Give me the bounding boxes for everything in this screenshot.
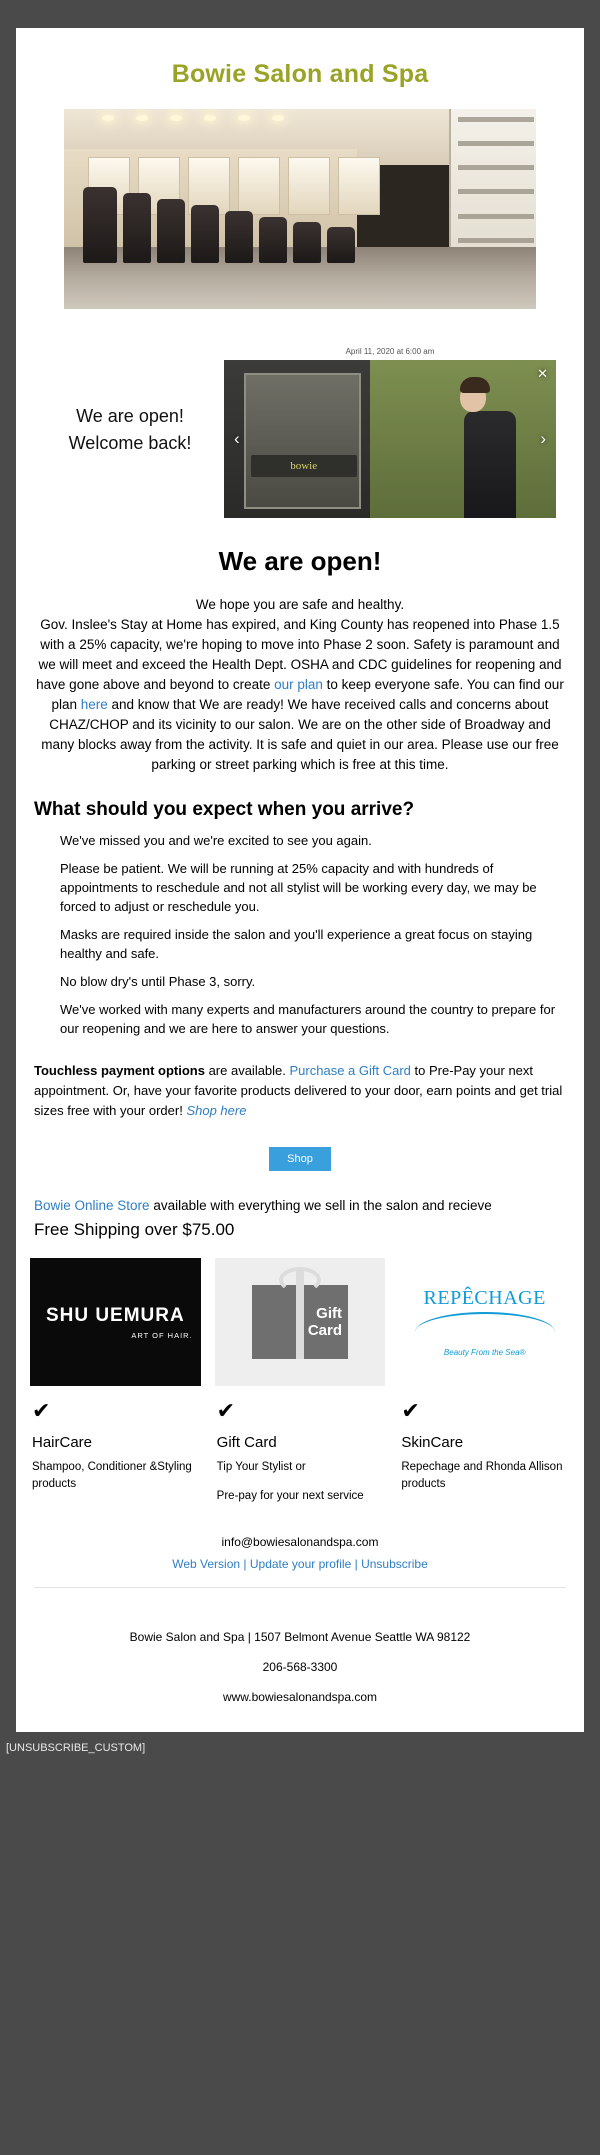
footer-website: www.bowiesalonandspa.com bbox=[222, 1690, 378, 1704]
bowie-online-store-link[interactable]: Bowie Online Store bbox=[34, 1198, 150, 1213]
online-store-line bbox=[16, 1181, 584, 1216]
unsubscribe-link[interactable]: Unsubscribe bbox=[361, 1557, 428, 1571]
product-description-line-2: Pre-pay for your next service bbox=[216, 1490, 364, 1502]
page-title: Bowie Salon and Spa bbox=[171, 60, 429, 88]
touchless-text-a: are available. bbox=[204, 1063, 290, 1078]
product-description-line-1: Tip Your Stylist or bbox=[216, 1461, 306, 1473]
intro-paragraph bbox=[16, 595, 584, 775]
check-icon: ✔ bbox=[32, 1398, 51, 1423]
expect-heading: What should you expect when you arrive? bbox=[34, 799, 415, 820]
photo-next-icon[interactable]: › bbox=[540, 429, 546, 448]
open-line-2: Welcome back! bbox=[68, 433, 192, 453]
main-heading: We are open! bbox=[218, 546, 382, 576]
shop-button-container bbox=[16, 1121, 584, 1181]
salon-entrance-photo bbox=[224, 360, 556, 518]
intro-line-1: We hope you are safe and healthy. bbox=[195, 597, 405, 612]
photo-prev-icon[interactable]: ‹ bbox=[234, 429, 240, 448]
gift-card-line-1: Gift bbox=[316, 1305, 342, 1322]
product-title: HairCare bbox=[32, 1434, 93, 1451]
list-item: No blow dry's until Phase 3, sorry. bbox=[60, 974, 256, 989]
unsubscribe-custom-tag: [UNSUBSCRIBE_CUSTOM] bbox=[6, 1742, 146, 1754]
product-column-haircare bbox=[30, 1258, 201, 1505]
product-title: Gift Card bbox=[216, 1434, 277, 1451]
intro-text-a: Gov. Inslee's Stay at Home has expired, and King County has reopened into Phase 1.5 with a 25% capacity, we're hoping to move into Phase 2 soon. Safety is paramount and we will meet and exceed the Health Dept. OSHA and CDC guidelines for reopening and have gone above and beyond to create bbox=[36, 617, 562, 692]
gift-box-graphic bbox=[252, 1285, 348, 1359]
intro-text-c: and know that We are ready! We have received calls and concerns about CHAZ/CHOP and its vicinity to our salon. We are on the other side of Broadway and many blocks away from the activity. It is safe and quiet in our area. Please use our free parking or street parking which is free at this time. bbox=[41, 697, 559, 772]
close-icon[interactable]: ✕ bbox=[537, 366, 548, 381]
open-line-1: We are open! bbox=[76, 406, 184, 426]
footer-address: Bowie Salon and Spa | 1507 Belmont Avenue Seattle WA 98122 bbox=[129, 1630, 471, 1644]
product-column-giftcard bbox=[215, 1258, 386, 1505]
list-item: We've worked with many experts and manufacturers around the country to prepare for our reopening and we are here to answer your questions. bbox=[60, 1002, 556, 1036]
repechage-brand-label: REPÊCHAGE bbox=[423, 1287, 546, 1309]
footer-links bbox=[16, 1549, 584, 1571]
touchless-payment-paragraph bbox=[16, 1047, 584, 1121]
product-column-skincare bbox=[399, 1258, 570, 1505]
list-item: Masks are required inside the salon and you'll experience a great focus on staying healthy and safe. bbox=[60, 927, 533, 961]
bow-icon bbox=[279, 1267, 321, 1293]
footer-phone: 206-568-3300 bbox=[262, 1660, 338, 1674]
shu-uemura-logo-image bbox=[30, 1258, 201, 1386]
product-description: Repechage and Rhonda Allison products bbox=[401, 1461, 563, 1490]
update-profile-link[interactable]: Update your profile bbox=[249, 1557, 352, 1571]
check-icon: ✔ bbox=[216, 1398, 236, 1423]
contact-email: info@bowiesalonandspa.com bbox=[221, 1535, 379, 1549]
photo-timestamp: April 11, 2020 at 6:00 am bbox=[345, 347, 435, 356]
here-link[interactable]: here bbox=[80, 697, 108, 712]
open-photo-block bbox=[216, 347, 556, 518]
product-description: Shampoo, Conditioner &Styling products bbox=[32, 1461, 192, 1490]
divider bbox=[34, 1587, 566, 1588]
open-announcement-text bbox=[44, 347, 216, 457]
link-separator-1: | bbox=[243, 1557, 247, 1571]
bowie-sign-label: bowie bbox=[251, 455, 357, 477]
list-item: We've missed you and we're excited to see you again. bbox=[60, 833, 372, 848]
touchless-text-b: to Pre-Pay your next appointment. Or, have your favorite products delivered to your door, earn points and get trial sizes free with your order! bbox=[34, 1063, 563, 1118]
touchless-bold-label: Touchless payment options bbox=[34, 1063, 205, 1078]
our-plan-link[interactable]: our plan bbox=[274, 677, 323, 692]
web-version-link[interactable]: Web Version bbox=[172, 1557, 241, 1571]
hero-image-wrapper bbox=[16, 109, 584, 309]
salon-interior-image bbox=[64, 109, 536, 309]
list-item: Please be patient. We will be running at 25% capacity and with hundreds of appointments to reschedule and not all stylist will be working every day, we may be forced to adjust or reschedule you. bbox=[60, 861, 537, 914]
expect-list bbox=[16, 831, 584, 1038]
gift-card-image bbox=[215, 1258, 386, 1386]
check-icon: ✔ bbox=[401, 1398, 420, 1423]
product-columns bbox=[16, 1240, 584, 1505]
repechage-logo-image bbox=[399, 1258, 570, 1386]
free-shipping-text: Free Shipping over $75.00 bbox=[34, 1220, 235, 1239]
open-announcement-row bbox=[16, 347, 584, 518]
product-title: SkinCare bbox=[401, 1434, 464, 1451]
shop-here-link[interactable]: Shop here bbox=[186, 1103, 247, 1118]
repechage-tagline: Beauty From the Sea® bbox=[443, 1348, 526, 1357]
online-store-text: available with everything we sell in the salon and recieve bbox=[149, 1198, 492, 1213]
intro-text-b: to keep everyone safe. You can find our plan bbox=[51, 677, 564, 712]
shu-uemura-brand-label: SHU UEMURA bbox=[45, 1304, 185, 1326]
shop-button[interactable]: Shop bbox=[269, 1147, 331, 1171]
shu-uemura-tagline: ART OF HAIR. bbox=[131, 1330, 193, 1340]
gift-card-line-2: Card bbox=[307, 1322, 342, 1339]
link-separator-2: | bbox=[354, 1557, 358, 1571]
purchase-gift-card-link[interactable]: Purchase a Gift Card bbox=[289, 1063, 411, 1078]
email-body bbox=[16, 28, 584, 1732]
